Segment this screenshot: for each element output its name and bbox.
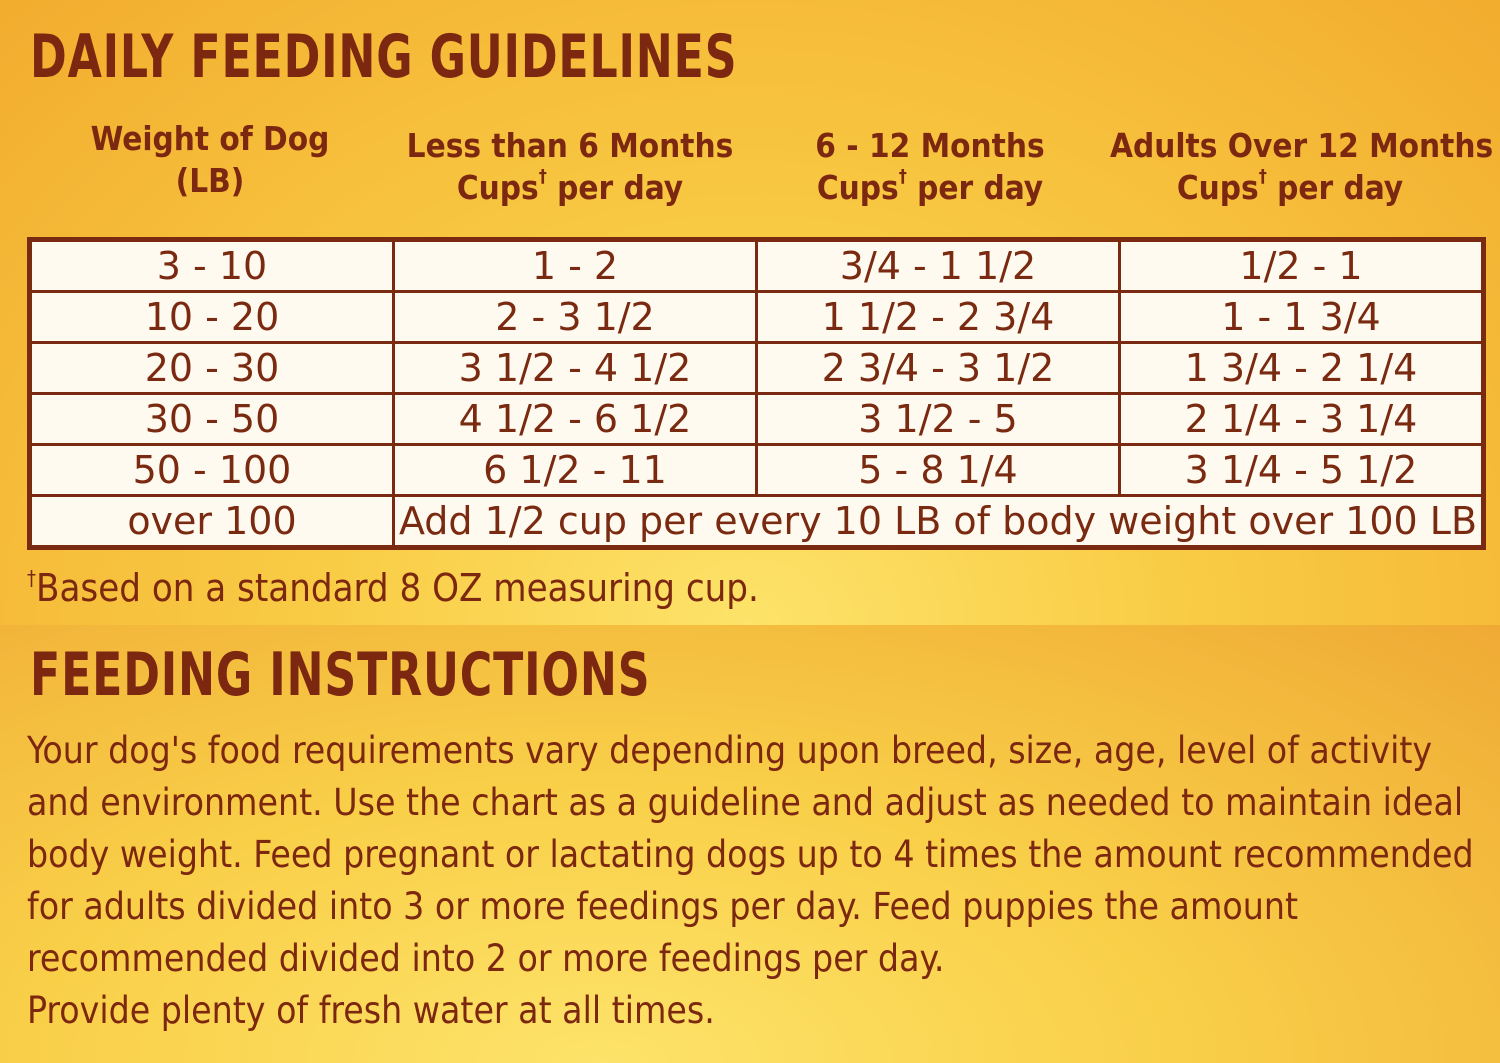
cell-weight: 20 - 30 — [30, 343, 394, 394]
header-adult — [1110, 125, 1494, 209]
header-puppy-line1: Less than 6 Months — [406, 126, 734, 165]
header-junior-line1: 6 - 12 Months — [815, 126, 1045, 165]
header-adult-line1: Adults Over 12 Months — [1110, 126, 1494, 165]
footnote-dagger: † — [27, 566, 36, 590]
cell-puppy: 3 1/2 - 4 1/2 — [394, 343, 757, 394]
cell-over-100-note: Add 1/2 cup per every 10 LB of body weight over 100 LB — [394, 496, 1484, 548]
cell-adult: 3 1/4 - 5 1/2 — [1120, 445, 1484, 496]
feeding-table — [27, 237, 1486, 550]
cell-weight: over 100 — [30, 496, 394, 548]
instructions-paragraph: Your dog's food requirements vary depending upon breed, size, age, level of activity and environment. Use the chart as a guideline and adjust as needed to maintain ideal body weight. Feed pregnant or lactating dogs up to 4 times the amount recommended for adults divided into 3 or more feedings per day. Feed puppies the amount recommended divided into 2 or more feedings per day. — [27, 729, 1474, 980]
header-junior-line2: Cups† per day — [816, 166, 1044, 207]
header-puppy — [390, 125, 750, 209]
table-row — [30, 394, 1484, 445]
header-weight-line2: (LB) — [175, 161, 245, 200]
cell-weight: 50 - 100 — [30, 445, 394, 496]
header-junior — [750, 125, 1110, 209]
cell-puppy: 4 1/2 - 6 1/2 — [394, 394, 757, 445]
instructions-body — [27, 725, 1477, 1037]
cell-puppy: 1 - 2 — [394, 240, 757, 292]
cell-weight: 3 - 10 — [30, 240, 394, 292]
footnote — [27, 566, 759, 610]
cell-adult: 1 3/4 - 2 1/4 — [1120, 343, 1484, 394]
cell-junior: 1 1/2 - 2 3/4 — [757, 292, 1120, 343]
cell-adult: 2 1/4 - 3 1/4 — [1120, 394, 1484, 445]
cell-junior: 5 - 8 1/4 — [757, 445, 1120, 496]
header-weight — [30, 118, 390, 202]
table-row — [30, 445, 1484, 496]
table-row — [30, 496, 1484, 548]
cell-junior: 3/4 - 1 1/2 — [757, 240, 1120, 292]
header-weight-line1: Weight of Dog — [90, 119, 330, 158]
header-adult-line2: Cups† per day — [1176, 166, 1404, 207]
cell-junior: 2 3/4 - 3 1/2 — [757, 343, 1120, 394]
cell-weight: 10 - 20 — [30, 292, 394, 343]
header-puppy-line2: Cups† per day — [456, 166, 684, 207]
cell-adult: 1/2 - 1 — [1120, 240, 1484, 292]
table-row — [30, 343, 1484, 394]
cell-weight: 30 - 50 — [30, 394, 394, 445]
instructions-water: Provide plenty of fresh water at all times. — [27, 989, 715, 1032]
cell-puppy: 6 1/2 - 11 — [394, 445, 757, 496]
cell-adult: 1 - 1 3/4 — [1120, 292, 1484, 343]
cell-puppy: 2 - 3 1/2 — [394, 292, 757, 343]
guidelines-title: DAILY FEEDING GUIDELINES — [30, 22, 738, 92]
cell-junior: 3 1/2 - 5 — [757, 394, 1120, 445]
instructions-title: FEEDING INSTRUCTIONS — [30, 640, 651, 710]
footnote-text: Based on a standard 8 OZ measuring cup. — [36, 566, 759, 610]
table-row — [30, 240, 1484, 292]
table-row — [30, 292, 1484, 343]
